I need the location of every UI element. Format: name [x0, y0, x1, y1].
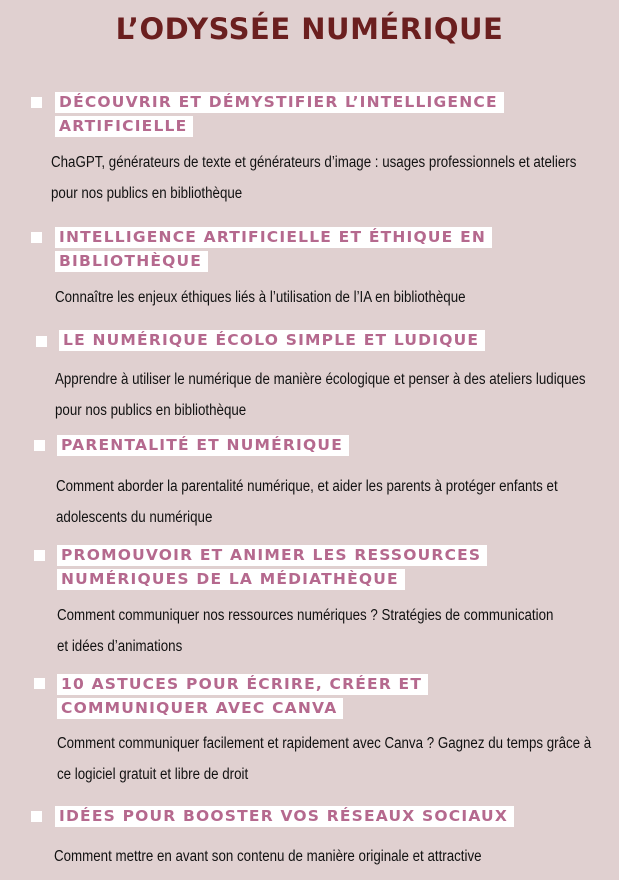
- section-description: Comment aborder la parentalité numérique, et aider les parents à protéger enfants et adolescents du numérique: [56, 478, 558, 526]
- section-heading: PARENTALITÉ ET NUMÉRIQUE: [57, 433, 537, 457]
- page-title: L’ODYSSÉE NUMÉRIQUE: [115, 12, 504, 46]
- bullet-square-icon: [31, 232, 42, 243]
- section-heading: DÉCOUVRIR ET DÉMYSTIFIER L’INTELLIGENCE ARTIFICIELLE: [55, 90, 510, 138]
- section-description: Comment mettre en avant son contenu de manière originale et attractive: [54, 848, 482, 865]
- section-description: ChaGPT, générateurs de texte et générateurs d’image : usages professionnels et ateliers pour nos publics en bibliothèque: [51, 154, 577, 202]
- section-heading: IDÉES POUR BOOSTER VOS RÉSEAUX SOCIAUX: [55, 804, 535, 828]
- section-heading: LE NUMÉRIQUE ÉCOLO SIMPLE ET LUDIQUE: [59, 328, 539, 352]
- section-description: Comment communiquer nos ressources numériques ? Stratégies de communication et idées d’animations: [57, 607, 554, 655]
- bullet-square-icon: [34, 678, 45, 689]
- section-heading: INTELLIGENCE ARTIFICIELLE ET ÉTHIQUE EN BIBLIOTHÈQUE: [55, 225, 510, 273]
- bullet-square-icon: [34, 440, 45, 451]
- bullet-square-icon: [31, 811, 42, 822]
- section-heading: 10 ASTUCES POUR ÉCRIRE, CRÉER ET COMMUNIQUER AVEC CANVA: [57, 672, 437, 720]
- bullet-square-icon: [36, 336, 47, 347]
- section-description: Connaître les enjeux éthiques liés à l’utilisation de l’IA en bibliothèque: [55, 289, 466, 306]
- bullet-square-icon: [34, 550, 45, 561]
- section-description: Apprendre à utiliser le numérique de manière écologique et penser à des ateliers ludiques pour nos publics en bibliothèque: [55, 371, 586, 419]
- section-heading: PROMOUVOIR ET ANIMER LES RESSOURCES NUMÉRIQUES DE LA MÉDIATHÈQUE: [57, 543, 492, 591]
- bullet-square-icon: [31, 97, 42, 108]
- section-description: Comment communiquer facilement et rapidement avec Canva ? Gagnez du temps grâce à ce logiciel gratuit et libre de droit: [57, 735, 592, 783]
